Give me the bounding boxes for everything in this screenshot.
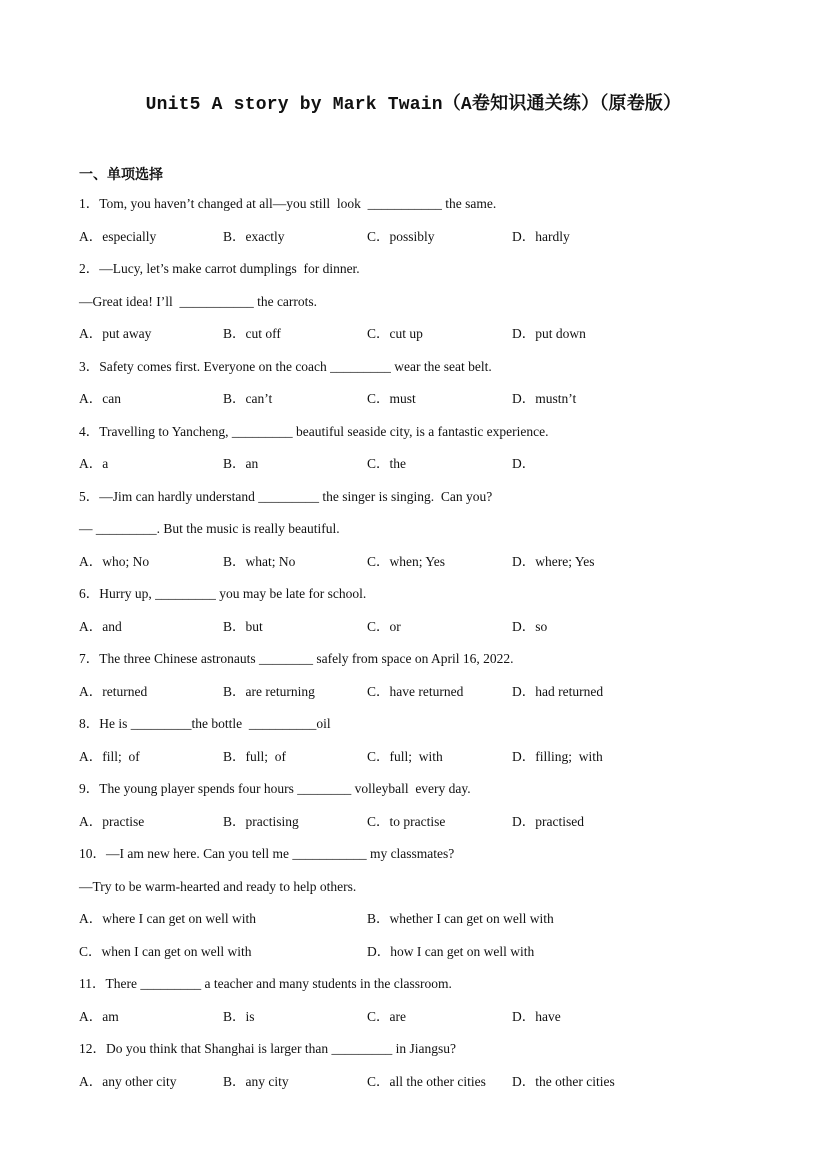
answer-option[interactable]: B．full; of	[223, 748, 286, 764]
answer-option[interactable]: C．must	[367, 391, 416, 406]
answer-option[interactable]: C．full; with	[367, 748, 443, 764]
answer-option[interactable]: D．how I can get on well with	[367, 943, 535, 959]
document-title: Unit5 A story by Mark Twain（A卷知识通关练）（原卷版）	[145, 95, 682, 115]
answer-option[interactable]: B．an	[223, 456, 259, 471]
answer-option[interactable]: D．	[512, 456, 536, 471]
options-row	[79, 611, 759, 644]
question-item	[79, 773, 759, 838]
question-stem: — _________. But the music is really beautiful.	[79, 521, 340, 536]
options-row	[79, 221, 759, 254]
answer-option[interactable]: B．what; No	[223, 553, 296, 569]
question-item	[79, 351, 759, 416]
options-row	[79, 383, 759, 416]
question-item	[79, 838, 759, 968]
answer-option[interactable]: B．whether I can get on well with	[367, 911, 554, 926]
options-row	[79, 806, 759, 839]
question-item	[79, 968, 759, 1033]
answer-option[interactable]: A．can	[79, 391, 121, 406]
answer-option[interactable]: D．hardly	[512, 228, 570, 244]
answer-option[interactable]: D．had returned	[512, 683, 604, 699]
question-item	[79, 481, 759, 579]
answer-option[interactable]: A．a	[79, 456, 109, 471]
question-stem: 12．Do you think that Shanghai is larger than _________ in Jiangsu?	[79, 1041, 456, 1056]
question-stem: —Great idea! I’ll ___________ the carrots.	[79, 293, 318, 309]
answer-option[interactable]: C．when; Yes	[367, 553, 446, 569]
answer-option[interactable]: C．when I can get on well with	[79, 943, 252, 959]
answer-option[interactable]: A．where I can get on well with	[79, 911, 256, 926]
answer-option[interactable]: A．returned	[79, 683, 148, 699]
answer-option[interactable]: A．and	[79, 618, 122, 634]
answer-option[interactable]: C．possibly	[367, 228, 435, 244]
options-row	[79, 546, 759, 579]
answer-option[interactable]: B．practising	[223, 813, 299, 829]
answer-option[interactable]: C．the	[367, 456, 406, 471]
answer-option[interactable]: B．exactly	[223, 228, 285, 244]
answer-option[interactable]: C．to practise	[367, 813, 446, 829]
options-row	[79, 741, 759, 774]
answer-option[interactable]: D．filling; with	[512, 748, 603, 764]
answer-option[interactable]: B．are returning	[223, 683, 315, 699]
question-stem: 4．Travelling to Yancheng, _________ beautiful seaside city, is a fantastic experience.	[79, 423, 549, 439]
section-heading: 一、单项选择	[79, 167, 163, 183]
answer-option[interactable]: C．or	[367, 618, 401, 634]
options-row	[79, 676, 759, 709]
question-item	[79, 578, 759, 643]
options-row	[79, 318, 759, 351]
answer-option[interactable]: A．especially	[79, 228, 157, 244]
question-stem: 9．The young player spends four hours ________ volleyball every day.	[79, 781, 471, 796]
question-item	[79, 643, 759, 708]
options-row	[79, 903, 759, 936]
options-row	[79, 1066, 759, 1099]
options-row	[79, 448, 759, 481]
options-row	[79, 936, 759, 969]
question-stem: 5．—Jim can hardly understand _________ the singer is singing. Can you?	[79, 488, 493, 504]
answer-option[interactable]: D．put down	[512, 326, 586, 341]
answer-option[interactable]: B．cut off	[223, 326, 281, 341]
question-item	[79, 188, 759, 253]
answer-option[interactable]: D．the other cities	[512, 1073, 615, 1089]
answer-option[interactable]: C．are	[367, 1008, 406, 1024]
answer-option[interactable]: A．am	[79, 1008, 119, 1024]
answer-option[interactable]: C．have returned	[367, 683, 464, 699]
answer-option[interactable]: A．put away	[79, 326, 152, 341]
question-item	[79, 253, 759, 351]
answer-option[interactable]: C．cut up	[367, 326, 423, 341]
answer-option[interactable]: D．have	[512, 1008, 561, 1024]
question-item	[79, 1033, 759, 1098]
question-stem: 8．He is _________the bottle __________oil	[79, 716, 331, 731]
question-stem: 6．Hurry up, _________ you may be late for school.	[79, 586, 367, 601]
question-stem: 1．Tom, you haven’t changed at all—you still look ___________ the same.	[79, 196, 497, 211]
question-stem: 10．—I am new here. Can you tell me ___________ my classmates?	[79, 846, 455, 861]
answer-option[interactable]: D．so	[512, 618, 548, 634]
question-stem: 11．There _________ a teacher and many students in the classroom.	[79, 976, 452, 991]
options-row	[79, 1001, 759, 1034]
answer-option[interactable]: D．practised	[512, 813, 584, 829]
answer-option[interactable]: B．any city	[223, 1073, 289, 1089]
answer-option[interactable]: A．any other city	[79, 1073, 177, 1089]
question-item	[79, 416, 759, 481]
question-list	[79, 188, 759, 1098]
answer-option[interactable]: B．can’t	[223, 391, 273, 406]
answer-option[interactable]: B．but	[223, 618, 263, 634]
answer-option[interactable]: D．where; Yes	[512, 553, 595, 569]
answer-option[interactable]: C．all the other cities	[367, 1073, 486, 1089]
answer-option[interactable]: A．practise	[79, 813, 145, 829]
answer-option[interactable]: A．who; No	[79, 553, 150, 569]
question-stem: —Try to be warm-hearted and ready to help others.	[79, 878, 357, 894]
question-item	[79, 708, 759, 773]
answer-option[interactable]: D．mustn’t	[512, 391, 577, 406]
answer-option[interactable]: A．fill; of	[79, 748, 140, 764]
question-stem: 2．—Lucy, let’s make carrot dumplings for dinner.	[79, 261, 360, 276]
question-stem: 3．Safety comes first. Everyone on the coach _________ wear the seat belt.	[79, 358, 492, 374]
answer-option[interactable]: B．is	[223, 1008, 255, 1024]
question-stem: 7．The three Chinese astronauts ________ safely from space on April 16, 2022.	[79, 651, 514, 666]
